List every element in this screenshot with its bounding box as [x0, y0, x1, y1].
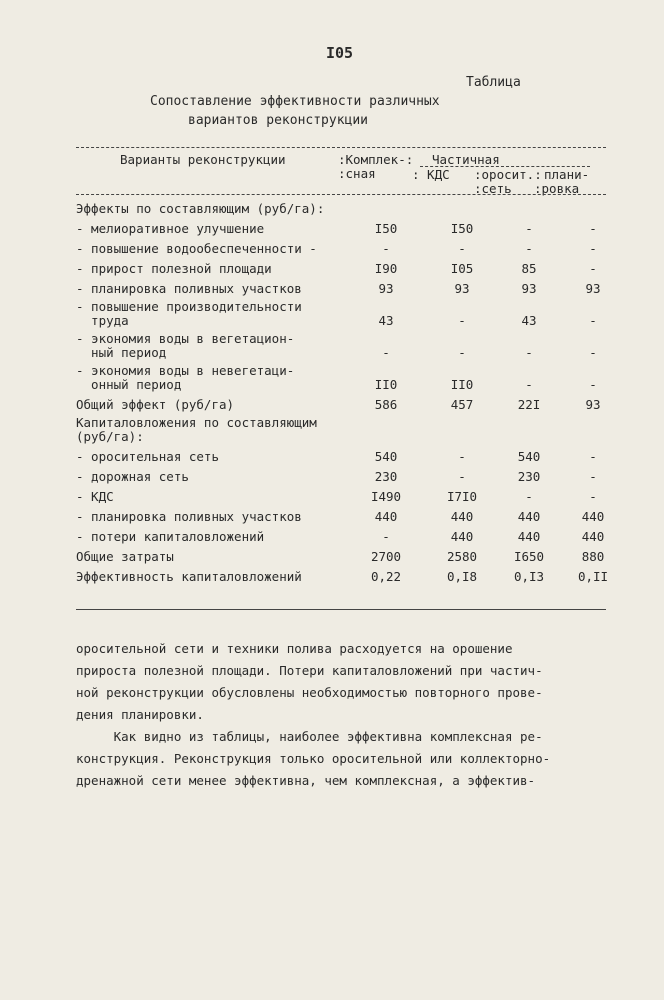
- table-row: [76, 412, 628, 444]
- cell-planirovka: -: [589, 241, 597, 256]
- header-orosit-1: :оросит.:: [474, 167, 542, 182]
- cell-kds: -: [458, 313, 466, 328]
- cell-orosit: 230: [517, 469, 541, 484]
- cell-orosit: 440: [517, 509, 541, 524]
- cell-orosit: 540: [517, 449, 541, 464]
- cell-kds: 93: [454, 281, 470, 296]
- cell-orosit: 0,I3: [513, 569, 545, 584]
- cell-kds: 440: [450, 509, 474, 524]
- cell-planirovka: -: [589, 313, 597, 328]
- row-label: Капиталовложения по составляющим (руб/га):: [76, 415, 317, 444]
- cell-orosit: -: [525, 377, 533, 392]
- header-kds: : КДС: [412, 167, 450, 182]
- table-title-line-1: Сопоставление эффективности различных: [150, 94, 440, 109]
- cell-complex: 586: [374, 397, 398, 412]
- cell-complex: -: [382, 241, 390, 256]
- cell-orosit: 93: [521, 281, 537, 296]
- cell-kds: -: [458, 449, 466, 464]
- cell-orosit: 43: [521, 313, 537, 328]
- table-row: [76, 360, 628, 392]
- row-label: - потери капиталовложений: [76, 529, 265, 544]
- cell-kds: 2580: [446, 549, 478, 564]
- body-line: Как видно из таблицы, наиболее эффективна комплексная ре-: [76, 729, 543, 744]
- cell-complex: II0: [374, 377, 398, 392]
- cell-orosit: -: [525, 489, 533, 504]
- row-label: - КДС: [76, 489, 114, 504]
- table-row: [76, 296, 628, 328]
- cell-complex: 230: [374, 469, 398, 484]
- table-row: [76, 216, 628, 236]
- cell-kds: [424, 196, 500, 216]
- cell-planirovka: -: [589, 449, 597, 464]
- table-row: [76, 564, 628, 584]
- cell-planirovka: -: [589, 469, 597, 484]
- table-row: [76, 392, 628, 412]
- cell-planirovka: -: [589, 221, 597, 236]
- cell-kds: II0: [450, 377, 474, 392]
- cell-orosit: 85: [521, 261, 537, 276]
- cell-complex: I90: [374, 261, 398, 276]
- cell-kds: 457: [450, 397, 474, 412]
- cell-kds: 0,I8: [446, 569, 478, 584]
- cell-kds: -: [458, 469, 466, 484]
- body-line: конструкция. Реконструкция только оросительной или коллекторно-: [76, 751, 551, 766]
- body-line: ной реконструкции обусловлены необходимостью повторного прове-: [76, 685, 543, 700]
- table-row: [76, 276, 628, 296]
- cell-kds: I05: [450, 261, 474, 276]
- row-label: - экономия воды в вегетацион- ный период: [76, 331, 295, 360]
- cell-orosit: -: [525, 241, 533, 256]
- cell-orosit: -: [525, 221, 533, 236]
- cell-complex: 540: [374, 449, 398, 464]
- table-row: [76, 484, 628, 504]
- header-plan-2: :ровка: [534, 181, 580, 196]
- cell-complex: 2700: [370, 549, 402, 564]
- header-variants: Варианты реконструкции: [120, 152, 286, 167]
- cell-planirovka: 440: [581, 509, 605, 524]
- cell-planirovka: 0,II: [577, 569, 609, 584]
- table-row: [76, 504, 628, 524]
- cell-orosit: 440: [517, 529, 541, 544]
- header-partial: Частичная: [432, 152, 500, 167]
- row-label: Эффективность капиталовложений: [76, 569, 302, 584]
- cell-complex: I490: [370, 489, 402, 504]
- body-text: [76, 638, 616, 792]
- cell-complex: 440: [374, 509, 398, 524]
- cell-complex: 43: [378, 313, 394, 328]
- cell-kds: I7I0: [446, 489, 478, 504]
- page-number: I05: [326, 44, 354, 62]
- cell-complex: [348, 196, 424, 216]
- row-label: - повышение водообеспеченности -: [76, 241, 317, 256]
- cell-kds: -: [458, 241, 466, 256]
- cell-planirovka: 93: [585, 281, 601, 296]
- row-label: Общие затраты: [76, 549, 174, 564]
- header-plan-1: плани-: [544, 167, 590, 182]
- row-label: - экономия воды в невегетаци- онный период: [76, 363, 295, 392]
- body-line: дренажной сети менее эффективна, чем комплексная, а эффектив-: [76, 773, 536, 788]
- header-complex-1: :Комплек-:: [338, 152, 414, 167]
- row-label: - дорожная сеть: [76, 469, 189, 484]
- row-label: - оросительная сеть: [76, 449, 219, 464]
- header-orosit-2: :сеть: [474, 181, 512, 196]
- body-line: дения планировки.: [76, 707, 204, 722]
- comparison-table: [76, 196, 628, 584]
- row-label: - планировка поливных участков: [76, 509, 302, 524]
- cell-complex: 93: [378, 281, 394, 296]
- cell-orosit: I650: [513, 549, 545, 564]
- row-label: - планировка поливных участков: [76, 281, 302, 296]
- table-row: [76, 544, 628, 564]
- cell-complex: I50: [374, 221, 398, 236]
- cell-complex: 0,22: [370, 569, 402, 584]
- cell-orosit: 22I: [517, 397, 541, 412]
- table-row: [76, 328, 628, 360]
- header-complex-2: :сная: [338, 166, 376, 181]
- table-row: [76, 256, 628, 276]
- cell-kds: -: [458, 345, 466, 360]
- cell-planirovka: [558, 196, 628, 216]
- table-row: [76, 524, 628, 544]
- row-label: - прирост полезной площади: [76, 261, 272, 276]
- table-row: [76, 236, 628, 256]
- cell-complex: -: [382, 345, 390, 360]
- cell-complex: [348, 412, 424, 444]
- row-label: Общий эффект (руб/га): [76, 397, 235, 412]
- table-row: [76, 196, 628, 216]
- cell-planirovka: -: [589, 377, 597, 392]
- cell-planirovka: -: [589, 345, 597, 360]
- cell-orosit: [500, 412, 558, 444]
- cell-planirovka: [558, 412, 628, 444]
- body-line: прироста полезной площади. Потери капиталовложений при частич-: [76, 663, 543, 678]
- header-bottom-rule: [76, 194, 606, 195]
- table-title-line-2: вариантов реконструкции: [188, 113, 369, 128]
- table-bottom-rule: [76, 609, 606, 610]
- cell-planirovka: 93: [585, 397, 601, 412]
- cell-kds: I50: [450, 221, 474, 236]
- cell-planirovka: -: [589, 489, 597, 504]
- table-top-rule: [76, 147, 606, 148]
- row-label: - мелиоративное улучшение: [76, 221, 265, 236]
- table-row: [76, 464, 628, 484]
- cell-planirovka: 440: [581, 529, 605, 544]
- cell-kds: [424, 412, 500, 444]
- row-label: - повышение производительности труда: [76, 299, 302, 328]
- cell-complex: -: [382, 529, 390, 544]
- table-label: Таблица: [466, 75, 521, 90]
- cell-planirovka: -: [589, 261, 597, 276]
- cell-orosit: [500, 196, 558, 216]
- cell-orosit: -: [525, 345, 533, 360]
- body-line: оросительной сети и техники полива расходуется на орошение: [76, 641, 513, 656]
- cell-planirovka: 880: [581, 549, 605, 564]
- table-row: [76, 444, 628, 464]
- cell-kds: 440: [450, 529, 474, 544]
- row-label: Эффекты по составляющим (руб/га):: [76, 201, 325, 216]
